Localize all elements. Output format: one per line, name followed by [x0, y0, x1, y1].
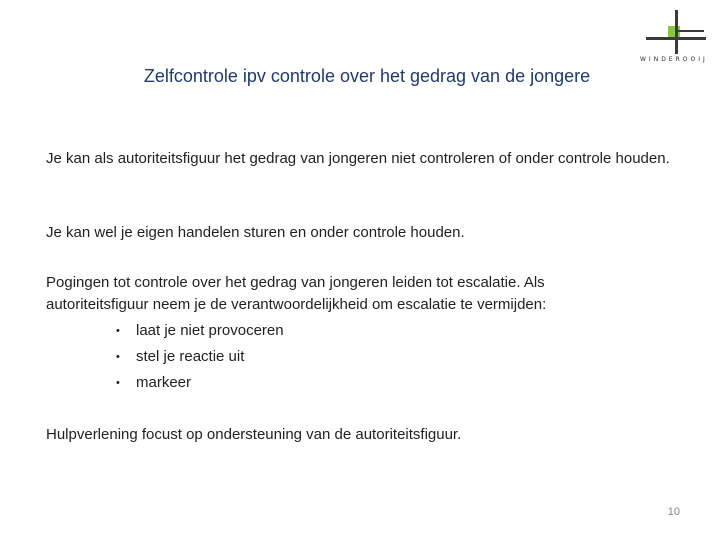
page-number: 10 — [667, 506, 680, 518]
list-item — [116, 346, 284, 372]
paragraph-self-control: Je kan wel je eigen handelen sturen en onder controle houden. — [46, 224, 465, 241]
paragraph-support: Hulpverlening focust op ondersteuning van de autoriteitsfiguur. — [46, 426, 462, 443]
list-item-text: stel je reactie uit — [136, 348, 245, 365]
bullet-icon: • — [116, 377, 120, 389]
bullet-icon: • — [116, 325, 120, 337]
logo-text: WINDEROOIJ — [640, 56, 708, 63]
bullet-icon: • — [116, 351, 120, 363]
list-item-text: laat je niet provoceren — [136, 322, 284, 339]
bullet-list — [116, 320, 284, 398]
list-item — [116, 372, 284, 398]
organization-logo — [638, 8, 718, 72]
paragraph-escalation: Pogingen tot controle over het gedrag van jongeren leiden tot escalatie. Als autoriteitsfiguur neem je de verantwoordelijkheid om escalatie te vermijden: — [46, 274, 547, 313]
cross-logo-icon — [638, 8, 718, 58]
paragraph-control: Je kan als autoriteitsfiguur het gedrag van jongeren niet controleren of onder controle houden. — [46, 150, 670, 167]
list-item-text: markeer — [136, 374, 192, 391]
slide-title: Zelfcontrole ipv controle over het gedrag van de jongere — [143, 66, 591, 86]
list-item — [116, 320, 284, 346]
